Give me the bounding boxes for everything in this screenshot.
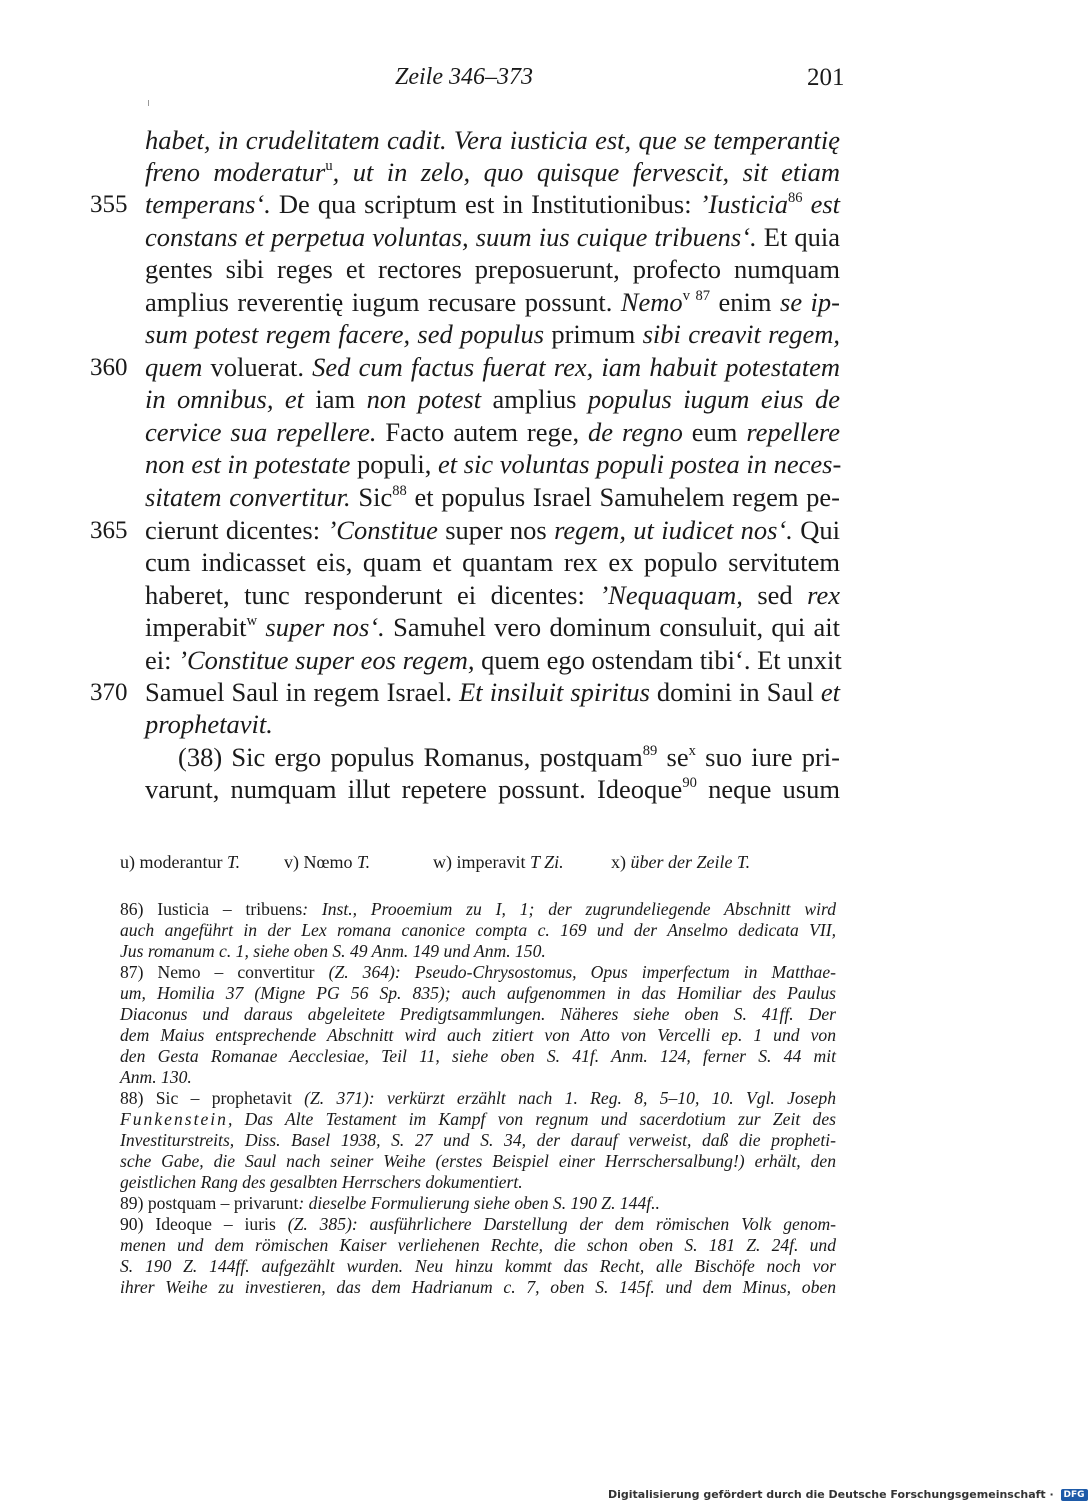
text-line: prophetavit. <box>145 709 273 739</box>
footnote-line: menen und dem römischen Kaiser verliehenen Rechte, die schon oben S. 181 Z. 24f. und <box>120 1235 836 1255</box>
footnote-line: 87) Nemo – convertitur (Z. 364): Pseudo-Chrysostomus, Opus imperfectum in Matthae- <box>120 962 836 982</box>
text-line: (38) Sic ergo populus Romanus, postquam$^{89}$ $se^x$ suo iure pri- <box>178 742 840 772</box>
footnote-line: auch angeführt in der Lex romana canonice compta c. 169 und der Anselmo dedicata VII, <box>120 920 836 940</box>
line-number: 360 <box>90 354 128 381</box>
footnote-line: geistlichen Rang des gesalbten Herrschers dokumentiert. <box>120 1172 523 1192</box>
apparatus-entry: u) moderantur T. <box>120 852 241 872</box>
text-line: sum potest regem facere, sed populus primum sibi creavit regem, <box>145 319 841 349</box>
footnote-line: 86) Iusticia – tribuens: Inst., Prooemium zu I, 1; der zugrundeliegende Abschnitt wird <box>120 899 836 919</box>
text-line: varunt, numquam illut repetere possunt. Ideoque$^{90}$ neque usum <box>145 774 840 804</box>
text-line: Samuel Saul in regem Israel. Et insiluit spiritus domini in Saul et <box>145 677 840 707</box>
footnote-line: Funkenstein, Das Alte Testament im Kampf von regnum und sacerdotium zur Zeit des <box>120 1109 836 1129</box>
footnote-line: den Gesta Romanae Aecclesiae, Teil 11, siehe oben S. 41f. Anm. 124, ferner S. 44 mit <box>120 1046 836 1066</box>
text-line: imperabit$^w$ super nos‘. Samuhel vero dominum consuluit, qui ait <box>145 612 841 642</box>
text-line: gentes sibi reges et rectores preposuerunt, profecto numquam <box>145 254 840 284</box>
footnote-line: 89) postquam – privarunt: dieselbe Formulierung siehe oben S. 190 Z. 144f.. <box>120 1193 660 1213</box>
text-line: cum indicasset eis, quam et quantam rex ex populo servitutem <box>145 547 840 577</box>
footnote-line: Investiturstreits, Diss. Basel 1938, S. 27 und S. 34, der darauf verweist, daß die propheti- <box>120 1130 836 1150</box>
line-number: 370 <box>90 679 128 706</box>
footnote-line: ihrer Weihe zu investieren, das dem Hadrianum c. 7, oben S. 145f. und dem Minus, oben <box>120 1277 836 1297</box>
text-line: sitatem convertitur. Sic$^{88}$ et populus Israel Samuhelem regem pe- <box>145 482 840 512</box>
footnote-line: dem Maius entsprechende Abschnitt wird auch zitiert von Atto von Vercelli ep. 1 und von <box>120 1025 836 1045</box>
apparatus-entry: w) imperavit T Zi. <box>433 852 564 872</box>
footnote-line: sche Gabe, die Saul nach seiner Weihe (erstes Beispiel einer Herrschersalbung!) erhält, den <box>120 1151 836 1171</box>
text-line: habet, in crudelitatem cadit. Vera iusticia est, que se temperantię <box>145 125 840 155</box>
line-number: 365 <box>90 517 128 544</box>
text-line: cervice sua repellere. Facto autem rege, de regno eum repellere <box>145 417 840 447</box>
running-head: Zeile 346–373 <box>395 64 533 90</box>
footnote-line: Diaconus und daraus abgeleitete Predigtsammlungen. Näheres siehe oben S. 41ff. Der <box>120 1004 836 1024</box>
footnote-line: 90) Ideoque – iuris (Z. 385): ausführlichere Darstellung der dem römischen Volk genom- <box>120 1214 837 1234</box>
footnote-line: S. 190 Z. 144ff. aufgezählt wurden. Neu hinzu kommt das Recht, alle Bischöfe noch vor <box>120 1256 836 1276</box>
text-line: temperans‘. De qua scriptum est in Institutionibus: ’Iusticia$^{86}$ est <box>145 189 841 219</box>
text-line: in omnibus, et iam non potest amplius populus iugum eius de <box>145 384 840 414</box>
line-number: 355 <box>90 191 128 218</box>
text-line: constans et perpetua voluntas, suum ius cuique tribuens‘. Et quia <box>145 222 840 252</box>
margin-mark <box>148 100 149 106</box>
text-line: haberet, tunc responderunt ei dicentes: ’Nequaquam, sed rex <box>145 580 840 610</box>
footnote-line: 88) Sic – prophetavit (Z. 371): verkürzt erzählt nach 1. Reg. 8, 5–10, 10. Vgl. Joseph <box>120 1088 836 1108</box>
page-number: 201 <box>807 64 845 91</box>
footnote-line: Jus romanum c. 1, siehe oben S. 49 Anm. 149 und Anm. 150. <box>120 941 546 961</box>
footnote-line: Anm. 130. <box>120 1067 192 1087</box>
digitization-credit <box>608 1488 1088 1501</box>
apparatus-entry: x) über der Zeile T. <box>611 852 751 872</box>
dfg-credit-text: Digitalisierung gefördert durch die Deutsche Forschungsgemeinschaft · <box>608 1488 1054 1501</box>
text-line: cierunt dicentes: ’Constitue super nos regem, ut iudicet nos‘. Qui <box>145 515 841 545</box>
apparatus-entry: v) Nœmo T. <box>284 852 371 872</box>
text-line: non est in potestate populi, et sic voluntas populi postea in neces- <box>145 449 842 479</box>
text-line: freno moderatur$^u$, ut in zelo, quo quisque fervescit, sit etiam <box>145 157 840 187</box>
text-line: amplius reverentię iugum recusare possunt. Nemo$^{v 87}$ enim se ip- <box>145 287 840 317</box>
text-line: ei: ’Constitue super eos regem, quem ego ostendam tibi‘. Et unxit <box>145 645 842 675</box>
text-line: quem voluerat. Sed cum factus fuerat rex, iam habuit potestatem <box>145 352 841 382</box>
footnote-line: um, Homilia 37 (Migne PG 56 Sp. 835); auch aufgenommen in das Homiliar des Paulus <box>120 983 836 1003</box>
dfg-logo: DFG <box>1061 1489 1088 1501</box>
